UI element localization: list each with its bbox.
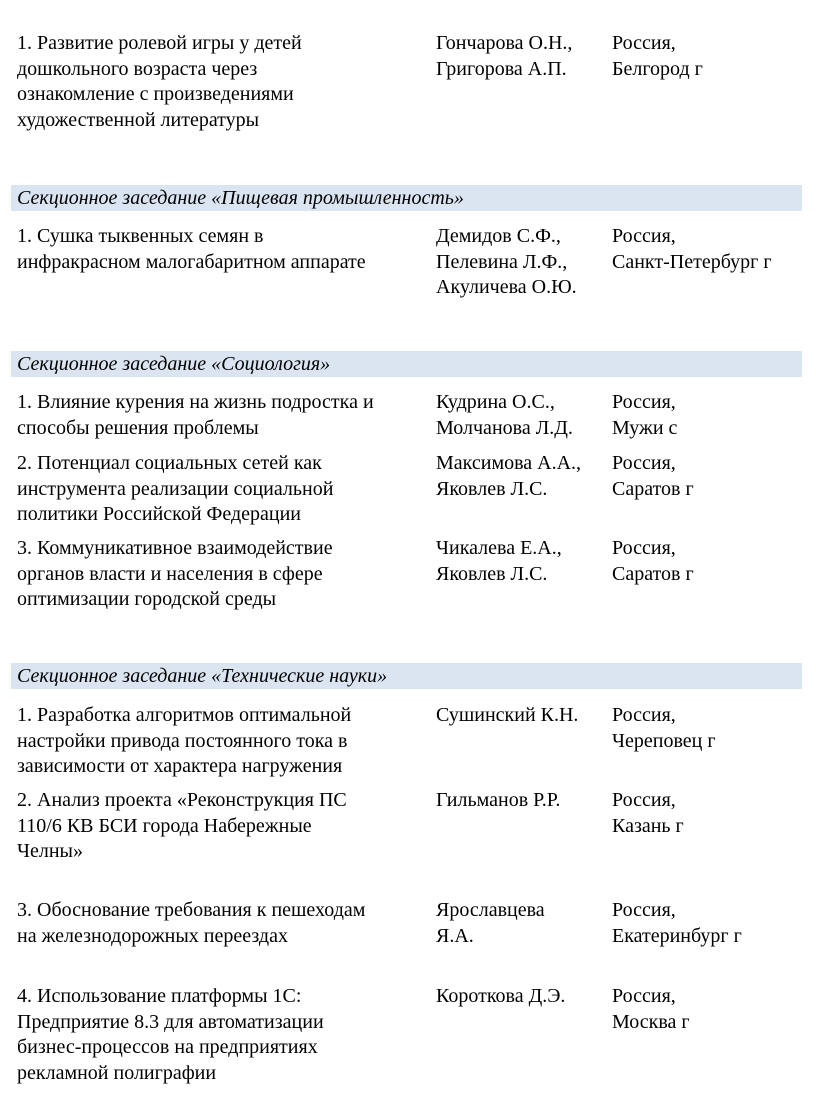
title-line: бизнес-процессов на предприятиях bbox=[17, 1036, 318, 1058]
author-line: Кудрина О.С., bbox=[436, 391, 555, 413]
title-line: Челны» bbox=[17, 840, 83, 862]
title-line: Предприятие 8.3 для автоматизации bbox=[17, 1010, 324, 1033]
row-3-authors bbox=[436, 390, 606, 441]
title-line: политики Российской Федерации bbox=[17, 503, 302, 525]
title-line: дошкольного возраста через bbox=[17, 57, 258, 80]
section-header-food-industry: Секционное заседание «Пищевая промышленность» bbox=[11, 185, 802, 211]
author-line: Ярославцева bbox=[436, 899, 545, 921]
row-3-place bbox=[612, 390, 812, 441]
title-line: 1. Разработка алгоритмов оптимальной bbox=[17, 704, 352, 726]
author-line: Максимова А.А., bbox=[436, 452, 582, 474]
place-line: Россия, bbox=[612, 452, 676, 474]
title-line: на железнодорожных переездах bbox=[17, 924, 288, 947]
place-line: Санкт-Петербург г bbox=[612, 250, 772, 273]
row-9-place bbox=[612, 984, 812, 1035]
title-line: художественной литературы bbox=[17, 108, 260, 131]
row-4-title bbox=[17, 451, 417, 528]
row-5-place bbox=[612, 536, 812, 587]
author-line: Григорова А.П. bbox=[436, 57, 567, 80]
author-line: Чикалева Е.А., bbox=[436, 537, 562, 559]
author-line: Демидов С.Ф., bbox=[436, 225, 561, 247]
author-line: Пелевина Л.Ф., bbox=[436, 250, 568, 273]
row-1-place bbox=[612, 31, 812, 82]
place-line: Мужи с bbox=[612, 416, 678, 439]
row-2-authors bbox=[436, 224, 606, 301]
title-line: 1. Развитие ролевой игры у детей bbox=[17, 32, 302, 54]
title-line: инструмента реализации социальной bbox=[17, 477, 334, 500]
row-7-authors bbox=[436, 788, 606, 814]
row-9-title bbox=[17, 984, 417, 1086]
title-line: 1. Влияние курения на жизнь подростка и bbox=[17, 391, 374, 413]
place-line: Россия, bbox=[612, 225, 676, 247]
title-line: оптимизации городской среды bbox=[17, 588, 277, 610]
author-line: Акуличева О.Ю. bbox=[436, 276, 577, 298]
place-line: Россия, bbox=[612, 789, 676, 811]
row-5-title bbox=[17, 536, 417, 613]
place-line: Екатеринбург г bbox=[612, 924, 742, 947]
place-line: Саратов г bbox=[612, 477, 694, 500]
place-line: Казань г bbox=[612, 814, 684, 837]
author-line: Гончарова О.Н., bbox=[436, 32, 573, 54]
title-line: 2. Потенциал социальных сетей как bbox=[17, 452, 322, 474]
title-line: 3. Коммуникативное взаимодействие bbox=[17, 537, 333, 559]
place-line: Россия, bbox=[612, 704, 676, 726]
title-line: зависимости от характера нагружения bbox=[17, 755, 343, 777]
title-line: 3. Обоснование требования к пешеходам bbox=[17, 899, 366, 921]
row-8-authors bbox=[436, 898, 606, 949]
place-line: Россия, bbox=[612, 899, 676, 921]
row-9-authors bbox=[436, 984, 606, 1010]
title-line: органов власти и населения в сфере bbox=[17, 562, 323, 585]
place-line: Москва г bbox=[612, 1010, 690, 1033]
place-line: Россия, bbox=[612, 537, 676, 559]
place-line: Саратов г bbox=[612, 562, 694, 585]
row-2-title bbox=[17, 224, 417, 275]
title-line: рекламной полиграфии bbox=[17, 1061, 217, 1084]
title-line: 1. Сушка тыквенных семян в bbox=[17, 225, 264, 247]
row-6-authors bbox=[436, 703, 606, 729]
title-line: 4. Использование платформы 1С: bbox=[17, 985, 302, 1007]
row-4-authors bbox=[436, 451, 606, 502]
row-8-title bbox=[17, 898, 417, 949]
author-line: Я.А. bbox=[436, 924, 474, 947]
title-line: 110/6 КВ БСИ города Набережные bbox=[17, 814, 312, 837]
place-line: Череповец г bbox=[612, 729, 716, 752]
title-line: ознакомление с произведениями bbox=[17, 83, 294, 105]
row-6-title bbox=[17, 703, 417, 780]
section-header-technical-sciences: Секционное заседание «Технические науки» bbox=[11, 663, 802, 689]
row-6-place bbox=[612, 703, 812, 754]
author-line: Яковлев Л.С. bbox=[436, 562, 548, 585]
title-line: способы решения проблемы bbox=[17, 416, 259, 439]
row-2-place bbox=[612, 224, 812, 275]
row-1-authors bbox=[436, 31, 606, 82]
author-line: Яковлев Л.С. bbox=[436, 477, 548, 500]
row-7-place bbox=[612, 788, 812, 839]
row-1-title bbox=[17, 31, 417, 133]
author-line: Молчанова Л.Д. bbox=[436, 416, 573, 439]
row-4-place bbox=[612, 451, 812, 502]
place-line: Россия, bbox=[612, 985, 676, 1007]
section-header-sociology: Секционное заседание «Социология» bbox=[11, 351, 802, 377]
title-line: 2. Анализ проекта «Реконструкция ПС bbox=[17, 789, 347, 811]
row-3-title bbox=[17, 390, 417, 441]
row-5-authors bbox=[436, 536, 606, 587]
author-line: Сушинский К.Н. bbox=[436, 704, 579, 726]
row-8-place bbox=[612, 898, 812, 949]
place-line: Белгород г bbox=[612, 57, 703, 80]
author-line: Короткова Д.Э. bbox=[436, 985, 566, 1007]
row-7-title bbox=[17, 788, 417, 865]
title-line: настройки привода постоянного тока в bbox=[17, 729, 348, 752]
title-line: инфракрасном малогабаритном аппарате bbox=[17, 250, 366, 273]
place-line: Россия, bbox=[612, 391, 676, 413]
place-line: Россия, bbox=[612, 32, 676, 54]
author-line: Гильманов Р.Р. bbox=[436, 789, 561, 811]
